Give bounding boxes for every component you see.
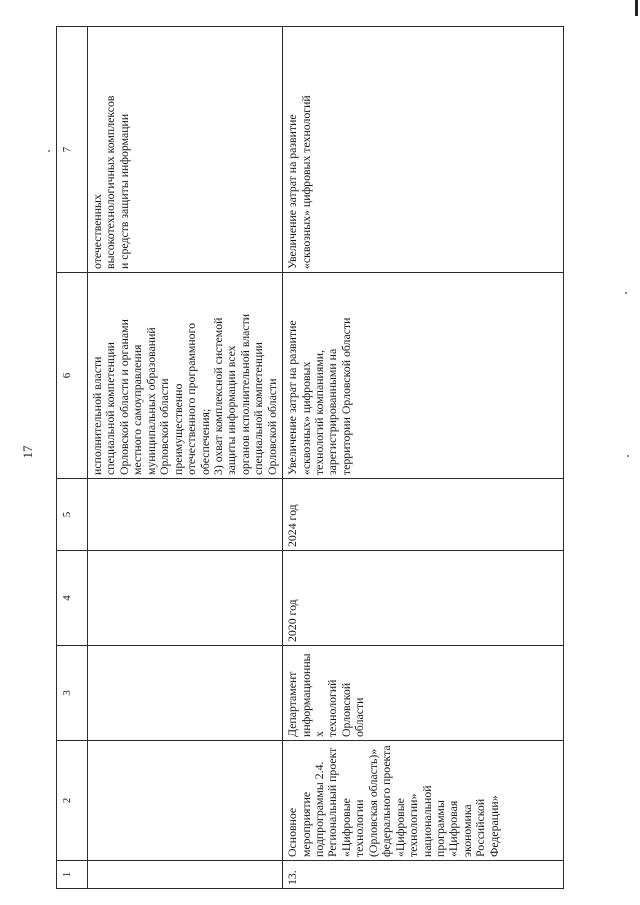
header-cell: 1 xyxy=(57,861,88,889)
table-row-continuation xyxy=(88,27,283,889)
responsible-cell: Департамент информационных технологий Орловской области xyxy=(283,646,564,741)
end-year-cell xyxy=(88,479,283,551)
header-cell: 4 xyxy=(57,551,88,646)
measure-name-cell xyxy=(88,741,283,861)
indicator-link-cell: Увеличение затрат на развитие «сквозных» цифровых технологий xyxy=(283,27,564,273)
header-cell: 5 xyxy=(57,479,88,551)
expected-result-cell: исполнительной власти специальной компетенции Орловской области и органами местного самоуправления муниципальных образований Орловской области преимущественно отечественного программного обеспечения; 3) охват комплексной системой защиты информации всех органов исполнительной власти специальной компетенции Орловской области xyxy=(88,273,283,479)
header-cell: 3 xyxy=(57,646,88,741)
row-number-cell xyxy=(88,861,283,889)
page-number: 17 xyxy=(20,445,35,459)
header-cell: 7 xyxy=(57,27,88,273)
indicator-link-cell: отечественных высокотехнологичных комплексов и средств защиты информации xyxy=(88,27,283,273)
table-header-row xyxy=(57,27,88,889)
responsible-cell xyxy=(88,646,283,741)
start-year-cell: 2020 год xyxy=(283,551,564,646)
measure-name-cell: Основное мероприятие подпрограммы 2.4. Региональный проект «Цифровые технологии (Орловская область)» федерального проекта «Цифровые технологии» национальной программы «Цифровая экономика Российской Федерации» xyxy=(283,741,564,861)
table-row xyxy=(283,27,564,889)
start-year-cell xyxy=(88,551,283,646)
end-year-cell: 2024 год xyxy=(283,479,564,551)
header-cell: 6 xyxy=(57,273,88,479)
expected-result-cell: Увеличение затрат на развитие «сквозных» цифровых технологий компаниями, зарегистрированными на территории Орловской области xyxy=(283,273,564,479)
header-cell: 2 xyxy=(57,741,88,861)
row-number-cell: 13. xyxy=(283,861,564,889)
measures-table xyxy=(56,26,564,889)
